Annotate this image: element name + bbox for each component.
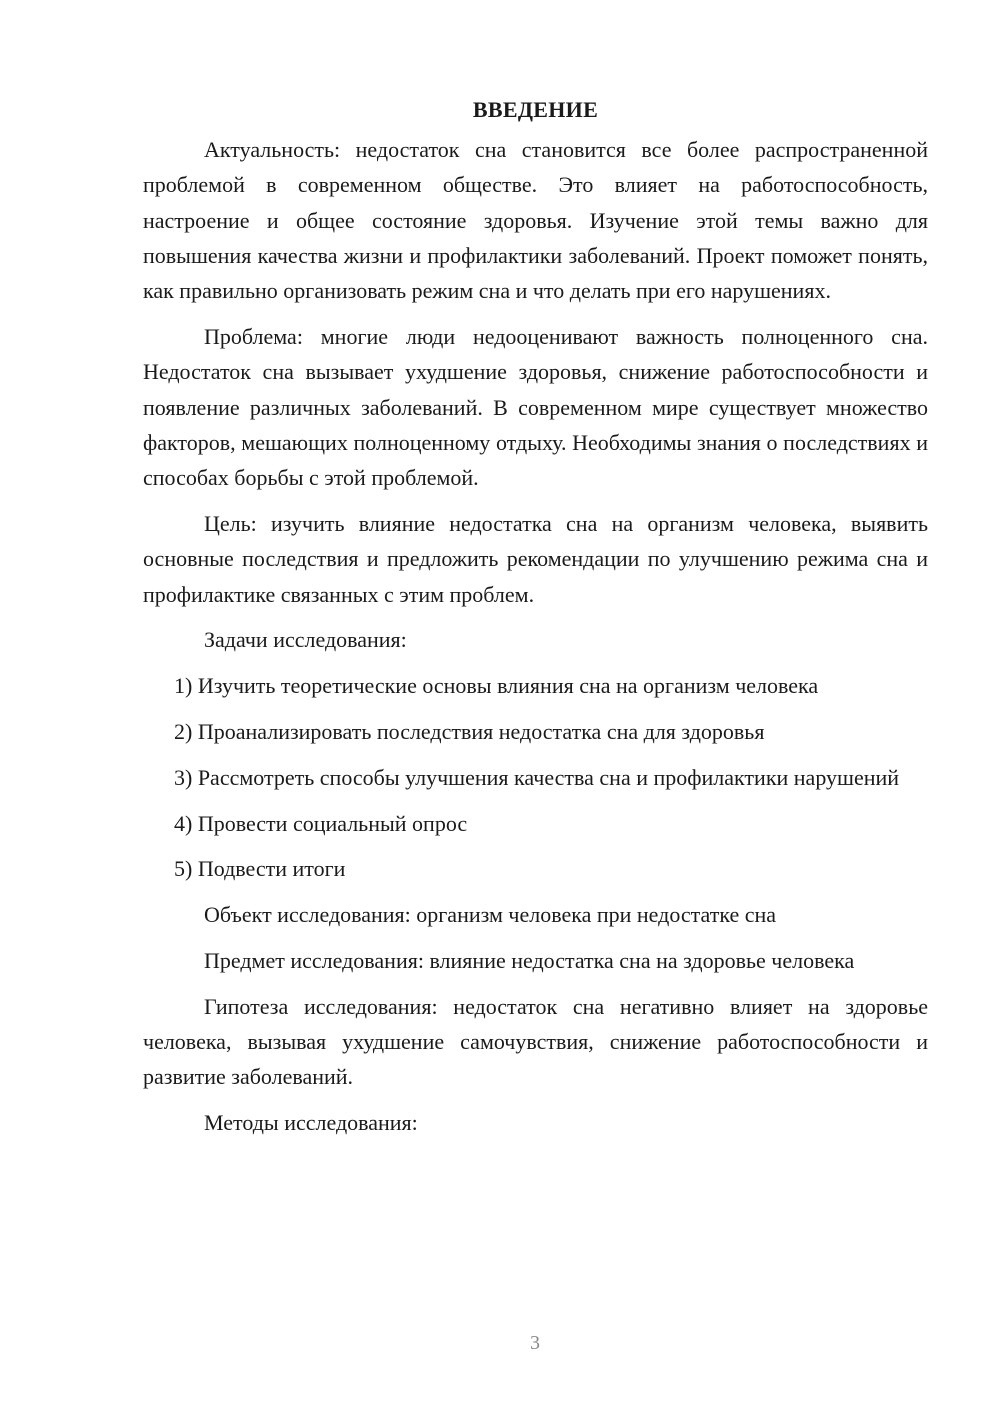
paragraph-problem: Проблема: многие люди недооценивают важность полноценного сна. Недостаток сна вызывает ухудшение здоровья, снижение работоспособности и появление различных заболеваний. В современном мире существует множество факторов, мешающих полноценному отдыху. Необходимы знания о последствиях и способах борьбы с этой проблемой. [143, 323, 928, 491]
paragraph-subject: Предмет исследования: влияние недостатка сна на здоровье человека [204, 947, 855, 973]
task-item-4: 4) Провести социальный опрос [174, 810, 468, 836]
task-item-3: 3) Рассмотреть способы улучшения качества сна и профилактики нарушений [174, 764, 900, 790]
paragraph-hypothesis: Гипотеза исследования: недостаток сна негативно влияет на здоровье человека, вызывая ухудшение самочувствия, снижение работоспособности и развитие заболеваний. [143, 993, 928, 1090]
task-item-5: 5) Подвести итоги [174, 856, 346, 882]
paragraph-goal: Цель: изучить влияние недостатка сна на организм человека, выявить основные последствия и предложить рекомендации по улучшению режима сна и профилактике связанных с этим проблем. [143, 510, 928, 607]
paragraph-tasks-heading: Задачи исследования: [204, 627, 407, 653]
task-item-1: 1) Изучить теоретические основы влияния сна на организм человека [174, 673, 819, 699]
section-title: ВВЕДЕНИЕ [472, 97, 599, 122]
paragraph-object: Объект исследования: организм человека при недостатке сна [204, 902, 777, 928]
document-page [143, 92, 928, 1151]
paragraph-methods: Методы исследования: [204, 1110, 418, 1136]
paragraph-relevance: Актуальность: недостаток сна становится все более распространенной проблемой в современном обществе. Это влияет на работоспособность, настроение и общее состояние здоровья. Изучение этой темы важно для повышения качества жизни и профилактики заболеваний. Проект поможет понять, как правильно организовать режим сна и что делать при его нарушениях. [143, 137, 928, 304]
page-number: 3 [530, 1332, 540, 1354]
task-item-2: 2) Проанализировать последствия недостатка сна для здоровья [174, 718, 765, 744]
